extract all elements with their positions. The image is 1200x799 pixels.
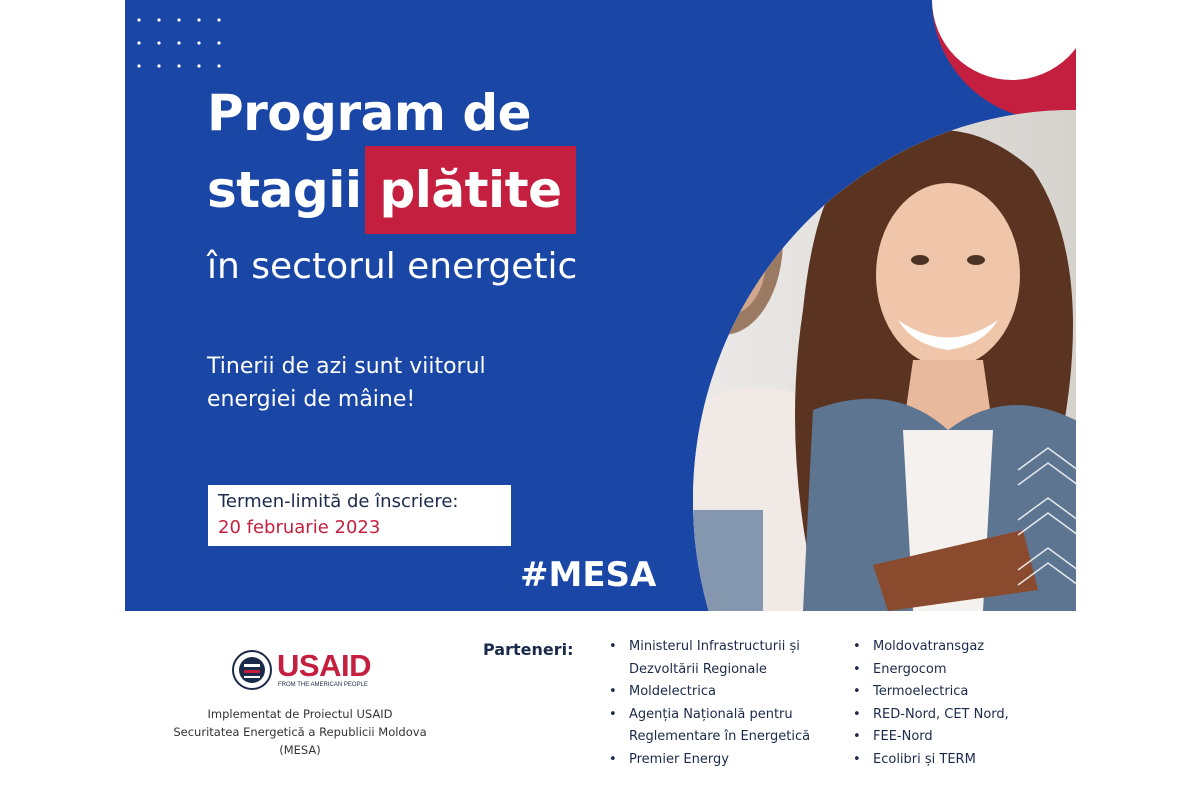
partner-item: [609, 704, 810, 749]
partners-list-1: [609, 636, 810, 771]
deadline-label: Termen-limită de înscriere:: [218, 491, 459, 512]
partner-line: • Moldelectrica: [629, 684, 716, 699]
partner-item: [609, 681, 810, 704]
tagline: [207, 350, 486, 416]
partner-item: • Moldovatransgaz: [853, 636, 1009, 659]
partner-item: [609, 749, 810, 772]
implementer-line-2: Securitatea Energetică a Republicii Moldova: [173, 725, 427, 739]
partner-item: • Termoelectrica: [853, 681, 1009, 704]
partner-item: • FEE-Nord: [853, 726, 1009, 749]
deadline-date: 20 februarie 2023: [218, 517, 381, 538]
partner-item: • Ecolibri și TERM: [853, 749, 1009, 772]
implementer-line-1: Implementat de Proiectul USAID: [207, 707, 393, 721]
tagline-line-2: energiei de mâine!: [207, 387, 416, 412]
usaid-slogan: FROM THE AMERICAN PEOPLE: [278, 682, 368, 688]
partners-label: Parteneri:: [483, 640, 574, 659]
deadline-box: [208, 485, 511, 546]
hero-banner: [125, 0, 1076, 611]
partner-line: Dezvoltării Regionale: [629, 661, 767, 677]
chevron-decoration: [1013, 440, 1076, 590]
partner-line: Reglementare în Energetică: [629, 729, 811, 744]
dot-grid-decoration: [135, 8, 225, 68]
implementer-note: [150, 705, 450, 759]
hashtag: #MESA: [520, 555, 657, 595]
partner-line: • Premier Energy: [629, 751, 729, 767]
partner-line: • Agenția Națională pentru: [629, 706, 793, 722]
title-word-stagii: stagii: [207, 161, 362, 219]
title-line-2: [207, 146, 576, 234]
usaid-logo-text: USAID: [277, 648, 371, 683]
partner-line: • Ministerul Infrastructurii și: [629, 639, 800, 654]
title-line-1: Program de: [207, 84, 532, 142]
usaid-seal-icon: [232, 650, 272, 690]
partners-list-2: [853, 636, 1009, 771]
partner-item: [609, 636, 810, 681]
partner-item: • RED-Nord, CET Nord,: [853, 704, 1009, 727]
tagline-line-1: Tinerii de azi sunt viitorul: [207, 354, 486, 379]
program-subtitle: în sectorul energetic: [207, 246, 578, 287]
implementer-line-3: (MESA): [279, 743, 321, 757]
partner-item: • Energocom: [853, 659, 1009, 682]
program-title: [207, 80, 576, 234]
title-highlight: plătite: [365, 146, 575, 234]
